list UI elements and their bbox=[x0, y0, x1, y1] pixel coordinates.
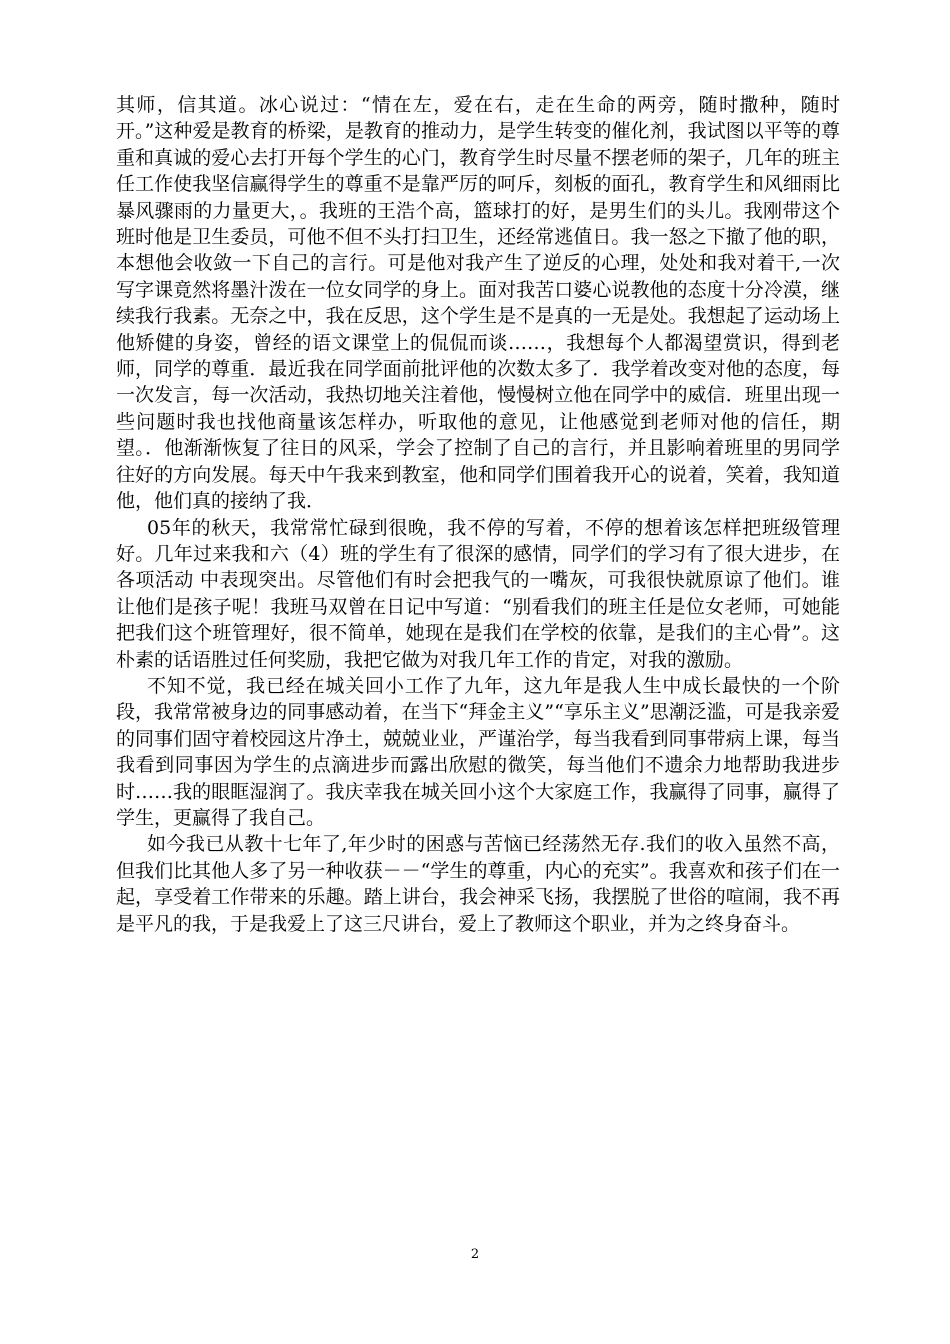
paragraph-3: 不知不觉，我已经在城关回小工作了九年，这九年是我人生中成长最快的一个阶段，我常常被身边的同事感动着，在当下“拜金主义”“享乐主义”思潮泛滥，可是我亲爱的同事们固守着校园这片净土，兢兢业业，严谨治学，每当我看到同事带病上课，每当我看到同事因为学生的点滴进步而露出欣慰的微笑，每当他们不遗余力地帮助我进步时……我的眼眶湿润了。我庆幸我在城关回小这个大家庭工作，我赢得了同事，赢得了学生，更赢得了我自己。 bbox=[116, 674, 840, 829]
page-number: 2 bbox=[470, 1247, 480, 1262]
paragraph-2: 05年的秋天，我常常忙碌到很晚，我不停的写着，不停的想着该怎样把班级管理好。几年过来我和六（4）班的学生有了很深的感情，同学们的学习有了很大进步，在各项活动 中表现突出。尽管他们有时会把我气的一嘴灰，可我很快就原谅了他们。谁让他们是孩子呢！我班马双曾在日记中写道：“别看我们的班主任是位女老师，可她能把我们这个班管理好，很不简单，她现在是我们在学校的依靠，是我们的主心骨”。这朴素的话语胜过任何奖励，我把它做为对我几年工作的肯定，对我的激励。 bbox=[116, 516, 840, 671]
paragraph-4: 如今我已从教十七年了,年少时的困惑与苦恼已经荡然无存.我们的收入虽然不高，但我们比其他人多了另一种收获－－“学生的尊重，内心的充实”。我喜欢和孩子们在一起，享受着工作带来的乐趣。踏上讲台，我会神采飞扬，我摆脱了世俗的喧闹，我不再是平凡的我，于是我爱上了这三尺讲台，爱上了教师这个职业，并为之终身奋斗。 bbox=[116, 833, 840, 935]
paragraph-1: 其师，信其道。冰心说过：“情在左，爱在右，走在生命的两旁，随时撒种，随时开。”这种爱是教育的桥梁，是教育的推动力，是学生转变的催化剂，我试图以平等的尊重和真诚的爱心去打开每个学生的心门，教育学生时尽量不摆老师的架子，几年的班主任工作使我坚信赢得学生的尊重不是靠严厉的呵斥，刻板的面孔，教育学生和风细雨比暴风骤雨的力量更大，。我班的王浩个高，篮球打的好，是男生们的头儿。我刚带这个班时他是卫生委员，可他不但不头打扫卫生，还经常逃值日。我一怒之下撤了他的职，本想他会收敛一下自己的言行。可是他对我产生了逆反的心理，处处和我对着干,一次写字课竟然将墨汁泼在一位女同学的身上。面对我苦口婆心说教他的态度十分冷漠，继续我行我素。无奈之中，我在反思，这个学生是不是真的一无是处。我想起了运动场上他矫健的身姿，曾经的语文课堂上的侃侃而谈……，我想每个人都渴望赏识，得到老师，同学的尊重．最近我在同学面前批评他的次数太多了．我学着改变对他的态度，每一次发言，每一次活动，我热切地关注着他，慢慢树立他在同学中的威信．班里出现一些问题时我也找他商量该怎样办，听取他的意见，让他感觉到老师对他的信任，期望。．他渐渐恢复了往日的风采，学会了控制了自己的言行，并且影响着班里的男同学往好的方向发展。每天中午我来到教室，他和同学们围着我开心的说着，笑着，我知道他，他们真的接纳了我． bbox=[116, 94, 840, 513]
body-text bbox=[116, 92, 840, 937]
